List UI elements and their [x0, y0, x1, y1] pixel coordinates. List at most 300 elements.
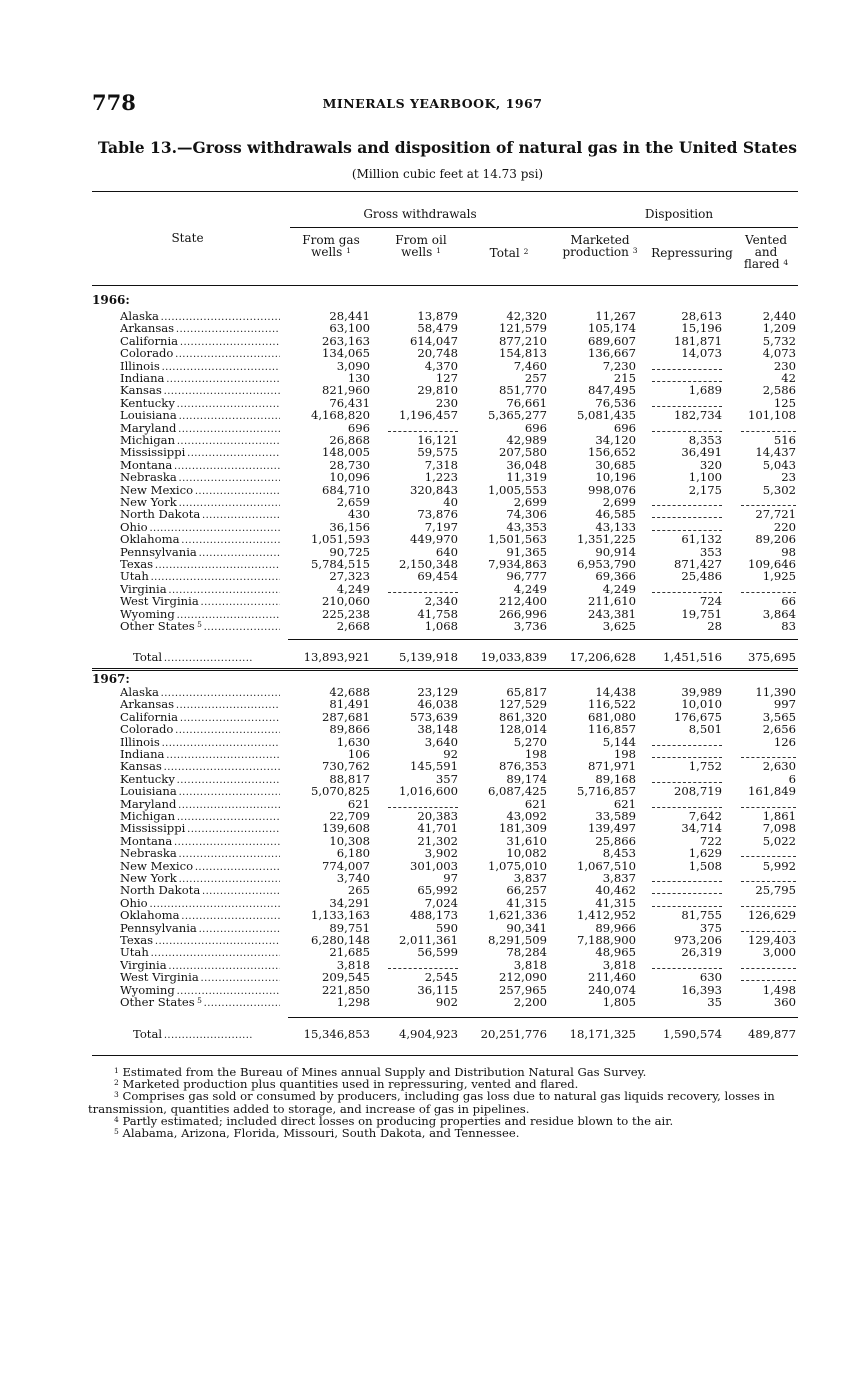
- state-name: Ohio . . .: [120, 897, 280, 911]
- empty-cell-leader: [741, 584, 796, 593]
- table-row: [0, 847, 865, 859]
- table-row: [0, 996, 865, 1008]
- cell-value: 7,460: [513, 358, 547, 373]
- cell-value: 181,309: [499, 821, 547, 836]
- table-title: Table 13.—Gross withdrawals and disposition of natural gas in the United States: [97, 138, 798, 157]
- state-name: Mississippi . . .: [120, 822, 280, 836]
- cell-value: 101,108: [748, 408, 796, 423]
- empty-cell-leader: [741, 848, 796, 857]
- cell-value: 1,298: [336, 995, 370, 1009]
- table-row: [0, 546, 865, 558]
- cell-value: 69,366: [595, 569, 636, 584]
- cell-value: 92: [443, 747, 458, 761]
- cell-value: 20,748: [417, 346, 458, 361]
- cell-value: 1,051,593: [310, 532, 370, 547]
- cell-value: 3,818: [602, 957, 636, 972]
- cell-value: 301,003: [410, 858, 458, 873]
- cell-value: 2,656: [762, 722, 796, 737]
- cell-value: 3,736: [513, 619, 547, 633]
- cell-value: 26,319: [681, 945, 722, 960]
- cell-value: 10,082: [506, 846, 547, 861]
- cell-value: [640, 397, 722, 409]
- table-row: [0, 748, 865, 760]
- cell-value: 43,092: [506, 809, 547, 823]
- cell-value: 1,133,163: [310, 908, 370, 923]
- cell-value: 1,067,510: [576, 858, 636, 873]
- empty-cell-leader: [652, 423, 722, 432]
- cell-value: 127,529: [499, 697, 547, 712]
- cell-value: 877,210: [499, 333, 547, 348]
- cell-value: 139,608: [322, 821, 370, 836]
- table-row: [0, 872, 865, 884]
- cell-value: 129,403: [748, 933, 796, 947]
- table-row: [0, 484, 865, 496]
- section-double-rule: [92, 668, 798, 671]
- cell-value: 1,629: [688, 846, 722, 861]
- year-label: 1967:: [92, 672, 130, 686]
- cell-value: 10,308: [329, 833, 370, 848]
- table-row: [0, 347, 865, 359]
- table-row: [0, 570, 865, 582]
- cell-value: 145,591: [410, 759, 458, 774]
- total-value: 5,139,918: [398, 650, 458, 664]
- cell-value: 730,762: [322, 759, 370, 774]
- state-name: Colorado . . .: [120, 723, 280, 737]
- state-name: Montana . . .: [120, 835, 280, 849]
- table-row: [0, 422, 865, 434]
- empty-cell-leader: [388, 799, 458, 808]
- cell-value: 266,996: [499, 606, 547, 621]
- state-name: Arkansas . . .: [120, 322, 280, 336]
- empty-cell-leader: [652, 774, 722, 783]
- cell-value: 684,710: [322, 482, 370, 497]
- cell-value: 1,621,336: [487, 908, 547, 923]
- empty-cell-leader: [652, 373, 722, 382]
- cell-value: 1,508: [688, 858, 722, 873]
- cell-value: 36,115: [417, 982, 458, 997]
- footnote-text: Comprises gas sold or consumed by producers, including gas loss due to natural gas liquids recovery, losses in transmission, quantities added to storage, and increase of gas in pipelines.: [88, 1089, 775, 1116]
- cell-value: 116,522: [588, 697, 636, 712]
- cell-value: 6,280,148: [310, 933, 370, 947]
- cell-value: 89,866: [329, 722, 370, 737]
- cell-value: 154,813: [499, 346, 547, 361]
- cell-value: 357: [435, 771, 458, 786]
- cell-value: 30,685: [595, 457, 636, 472]
- cell-value: 89,206: [755, 532, 796, 547]
- cell-value: 105,174: [588, 321, 636, 336]
- cell-value: 1,630: [336, 734, 370, 749]
- state-name: Illinois . . .: [120, 360, 280, 374]
- cell-value: [640, 773, 722, 785]
- cell-value: 2,699: [602, 495, 636, 509]
- state-name: Indiana . . .: [120, 372, 280, 386]
- empty-cell-leader: [741, 923, 796, 932]
- state-name: California . . .: [120, 335, 280, 349]
- cell-value: 61,132: [681, 532, 722, 547]
- cell-value: [378, 422, 458, 434]
- cell-value: 5,022: [762, 833, 796, 848]
- cell-value: 516: [773, 433, 796, 447]
- cell-value: 640: [435, 544, 458, 559]
- cell-value: 265: [347, 883, 370, 898]
- cell-value: 109,646: [748, 557, 796, 571]
- empty-cell-leader: [652, 873, 722, 882]
- table-row: [0, 508, 865, 520]
- cell-value: 221,850: [322, 982, 370, 997]
- cell-value: 198: [524, 747, 547, 761]
- cell-value: 211,610: [588, 594, 636, 609]
- cell-value: [728, 922, 796, 934]
- empty-cell-leader: [652, 584, 722, 593]
- cell-value: 8,501: [688, 722, 722, 737]
- cell-value: 66,257: [506, 883, 547, 898]
- cell-value: [640, 508, 722, 520]
- year-label: 1966:: [92, 293, 130, 307]
- empty-cell-leader: [652, 737, 722, 746]
- cell-value: 5,081,435: [576, 408, 636, 423]
- cell-value: 681,080: [588, 709, 636, 724]
- table-row: [0, 583, 865, 595]
- table-row: [0, 698, 865, 710]
- state-name: Nebraska . . .: [120, 471, 280, 485]
- cell-value: 23: [781, 470, 796, 485]
- cell-value: 89,966: [595, 920, 636, 935]
- cell-value: 34,714: [681, 821, 722, 836]
- cell-value: 176,675: [674, 709, 722, 724]
- state-name: Utah . . .: [120, 570, 280, 584]
- state-name: Kansas . . .: [120, 384, 280, 398]
- cell-value: 181,871: [674, 333, 722, 348]
- cell-value: [728, 422, 796, 434]
- cell-value: [728, 748, 796, 760]
- cell-value: 1,005,553: [487, 482, 547, 497]
- cell-value: 76,431: [329, 395, 370, 410]
- table-row: [0, 558, 865, 570]
- state-name: Michigan . . .: [120, 434, 280, 448]
- state-name: Michigan . . .: [120, 810, 280, 824]
- cell-value: [378, 583, 458, 595]
- cell-value: 8,453: [602, 846, 636, 861]
- cell-value: 90,725: [329, 544, 370, 559]
- cell-value: 156,652: [588, 445, 636, 460]
- cell-value: 42,989: [506, 433, 547, 447]
- table-row: [0, 959, 865, 971]
- cell-value: 81,755: [681, 908, 722, 923]
- total-label: Total . . .: [133, 1028, 279, 1042]
- cell-value: 81,491: [329, 697, 370, 712]
- cell-value: 90,341: [506, 920, 547, 935]
- state-name: Wyoming . . .: [120, 608, 280, 622]
- total-value: 13,893,921: [303, 650, 370, 664]
- cell-value: 211,460: [588, 970, 636, 985]
- cell-value: 2,011,361: [398, 933, 458, 947]
- state-name: Other States $^5$ . . .: [120, 620, 280, 634]
- state-name: Maryland . . .: [120, 798, 280, 812]
- cell-value: 3,818: [513, 957, 547, 972]
- cell-value: 1,068: [424, 619, 458, 633]
- cell-value: 902: [435, 995, 458, 1009]
- state-name: Mississippi . . .: [120, 446, 280, 460]
- cell-value: [640, 422, 722, 434]
- cell-value: 5,716,857: [576, 784, 636, 799]
- empty-cell-leader: [388, 960, 458, 969]
- cell-value: 127: [435, 371, 458, 385]
- cell-value: 25,795: [755, 883, 796, 898]
- total-value: 18,171,325: [569, 1027, 636, 1041]
- cell-value: 212,400: [499, 594, 547, 609]
- cell-value: [640, 360, 722, 372]
- cell-value: 41,758: [417, 606, 458, 621]
- state-name: New Mexico . . .: [120, 860, 280, 874]
- empty-cell-leader: [652, 799, 722, 808]
- table-row: [0, 310, 865, 322]
- empty-cell-leader: [388, 423, 458, 432]
- cell-value: 88,817: [329, 771, 370, 786]
- cell-value: 209,545: [322, 970, 370, 985]
- cell-value: 320,843: [410, 482, 458, 497]
- cell-value: 126: [773, 734, 796, 749]
- cell-value: 5,043: [762, 457, 796, 472]
- cell-value: 125: [773, 395, 796, 410]
- cell-value: 23,129: [417, 685, 458, 699]
- cell-value: 240,074: [588, 982, 636, 997]
- table-row: [0, 322, 865, 334]
- cell-value: 34,291: [329, 895, 370, 910]
- empty-cell-leader: [652, 509, 722, 518]
- cell-value: 1,016,600: [398, 784, 458, 799]
- cell-value: 126,629: [748, 908, 796, 923]
- table-row: [0, 521, 865, 533]
- table-row: [0, 884, 865, 896]
- cell-value: 3,625: [602, 619, 636, 633]
- cell-value: 621: [524, 796, 547, 811]
- empty-cell-leader: [652, 749, 722, 758]
- cell-value: 26,868: [329, 433, 370, 447]
- table-row: [0, 335, 865, 347]
- table-row: [0, 595, 865, 607]
- table-row: [0, 971, 865, 983]
- cell-value: 136,667: [588, 346, 636, 361]
- cell-value: 722: [699, 833, 722, 848]
- table-row: [0, 409, 865, 421]
- cell-value: 25,866: [595, 833, 636, 848]
- cell-value: 7,642: [688, 809, 722, 823]
- cell-value: 25,486: [681, 569, 722, 584]
- state-name: Alaska . . .: [120, 310, 280, 324]
- table-row: [0, 984, 865, 996]
- cell-value: 1,351,225: [576, 532, 636, 547]
- footnote-mark: 4: [114, 1114, 119, 1124]
- cell-value: 198: [613, 747, 636, 761]
- cell-value: 4,370: [424, 358, 458, 373]
- running-head: MINERALS YEARBOOK, 1967: [322, 96, 543, 111]
- cell-value: 42: [781, 371, 796, 385]
- cell-value: 7,318: [424, 457, 458, 472]
- cell-value: 6: [788, 771, 796, 786]
- cell-value: 73,876: [417, 507, 458, 522]
- cell-value: 21,302: [417, 833, 458, 848]
- cell-value: 90,914: [595, 544, 636, 559]
- cell-value: 11,319: [506, 470, 547, 485]
- state-name: Indiana . . .: [120, 748, 280, 762]
- cell-value: 2,545: [424, 970, 458, 985]
- cell-value: 774,007: [322, 858, 370, 873]
- table-row: [0, 459, 865, 471]
- group-underline: [290, 227, 798, 228]
- total-row: [0, 1028, 865, 1040]
- cell-value: 3,090: [336, 358, 370, 373]
- cell-value: 39,989: [681, 685, 722, 699]
- state-name: Colorado . . .: [120, 347, 280, 361]
- cell-value: 10,096: [329, 470, 370, 485]
- state-name: Oklahoma . . .: [120, 909, 280, 923]
- cell-value: 696: [524, 420, 547, 435]
- footnote: [88, 1090, 800, 1114]
- state-name: Pennsylvania . . .: [120, 546, 280, 560]
- cell-value: 876,353: [499, 759, 547, 774]
- cell-value: 973,206: [674, 933, 722, 947]
- empty-cell-leader: [652, 398, 722, 407]
- cell-value: 4,168,820: [310, 408, 370, 423]
- cell-value: 96,777: [506, 569, 547, 584]
- cell-value: [640, 583, 722, 595]
- cell-value: [728, 959, 796, 971]
- cell-value: 861,320: [499, 709, 547, 724]
- cell-value: 6,087,425: [487, 784, 547, 799]
- state-name: Virginia . . .: [120, 959, 280, 973]
- cell-value: 89,751: [329, 920, 370, 935]
- cell-value: 621: [613, 796, 636, 811]
- cell-value: 5,302: [762, 482, 796, 497]
- cell-value: 215: [613, 371, 636, 385]
- cell-value: 488,173: [410, 908, 458, 923]
- cell-value: 91,365: [506, 544, 547, 559]
- footnote-text: Estimated from the Bureau of Mines annual Supply and Distribution Natural Gas Survey.: [118, 1065, 647, 1079]
- empty-cell-leader: [741, 960, 796, 969]
- table-row: [0, 822, 865, 834]
- cell-value: 59,575: [417, 445, 458, 460]
- table-row: [0, 897, 865, 909]
- cell-value: 65,817: [506, 685, 547, 699]
- table-row: [0, 360, 865, 372]
- state-name: Alaska . . .: [120, 686, 280, 700]
- state-name: Wyoming . . .: [120, 984, 280, 998]
- cell-value: 614,047: [410, 333, 458, 348]
- state-name: North Dakota . . .: [120, 884, 280, 898]
- cell-value: 41,315: [595, 895, 636, 910]
- table-row: [0, 909, 865, 921]
- cell-value: 35: [707, 995, 722, 1009]
- empty-cell-leader: [652, 522, 722, 531]
- cell-value: 1,498: [762, 982, 796, 997]
- cell-value: 22,709: [329, 809, 370, 823]
- cell-value: [640, 748, 722, 760]
- cell-value: 8,291,509: [487, 933, 547, 947]
- table-row: [0, 608, 865, 620]
- cell-value: 28,613: [681, 309, 722, 323]
- cell-value: 106: [347, 747, 370, 761]
- footnote-text: Alabama, Arizona, Florida, Missouri, South Dakota, and Tennessee.: [118, 1126, 520, 1141]
- total-value: 1,590,574: [662, 1027, 722, 1041]
- cell-value: 3,864: [762, 606, 796, 621]
- cell-value: 97: [443, 871, 458, 885]
- cell-value: 3,000: [762, 945, 796, 960]
- state-name: California . . .: [120, 711, 280, 725]
- cell-value: 2,668: [336, 619, 370, 633]
- cell-value: [728, 872, 796, 884]
- cell-value: 27,323: [329, 569, 370, 584]
- cell-value: 821,960: [322, 383, 370, 398]
- cell-value: 41,701: [417, 821, 458, 836]
- state-name: Maryland . . .: [120, 422, 280, 436]
- empty-cell-leader: [652, 960, 722, 969]
- cell-value: 31,610: [506, 833, 547, 848]
- column-header-marketed-production: Marketed production $^3$: [562, 233, 638, 259]
- state-name: Virginia . . .: [120, 583, 280, 597]
- cell-value: 38,148: [417, 722, 458, 737]
- table-row: [0, 860, 865, 872]
- footnotes: [88, 1066, 800, 1139]
- cell-value: 220: [773, 519, 796, 534]
- cell-value: 65,992: [417, 883, 458, 898]
- cell-value: 696: [613, 420, 636, 435]
- cell-value: 5,732: [762, 333, 796, 348]
- state-name: Nebraska . . .: [120, 847, 280, 861]
- table-row: [0, 446, 865, 458]
- cell-value: [640, 736, 722, 748]
- empty-cell-leader: [741, 423, 796, 432]
- cell-value: 182,734: [674, 408, 722, 423]
- cell-value: 5,992: [762, 858, 796, 873]
- cell-value: 630: [699, 970, 722, 985]
- cell-value: 871,427: [674, 557, 722, 571]
- cell-value: 42,320: [506, 309, 547, 323]
- cell-value: [640, 496, 722, 508]
- cell-value: 724: [699, 594, 722, 609]
- cell-value: 1,689: [688, 383, 722, 398]
- cell-value: 3,837: [602, 871, 636, 885]
- cell-value: 27,721: [755, 507, 796, 522]
- cell-value: 871,971: [588, 759, 636, 774]
- total-value: 1,451,516: [662, 650, 722, 664]
- cell-value: 2,659: [336, 495, 370, 509]
- state-name: Other States $^5$ . . .: [120, 996, 280, 1010]
- cell-value: 43,133: [595, 519, 636, 534]
- cell-value: 28,441: [329, 309, 370, 323]
- cell-value: 7,934,863: [487, 557, 547, 571]
- cell-value: 29,810: [417, 383, 458, 398]
- cell-value: 121,579: [499, 321, 547, 336]
- table-row: [0, 434, 865, 446]
- empty-cell-leader: [652, 361, 722, 370]
- state-name: Kentucky . . .: [120, 773, 280, 787]
- cell-value: [640, 372, 722, 384]
- cell-value: 20,383: [417, 809, 458, 823]
- cell-value: 2,440: [762, 309, 796, 323]
- table-row: [0, 798, 865, 810]
- cell-value: 7,188,900: [576, 933, 636, 947]
- cell-value: 5,270: [513, 734, 547, 749]
- table-row: [0, 760, 865, 772]
- column-header-vented-and-flared: Vented and flared $^4$: [743, 233, 789, 271]
- column-header-from-oil-wells: From oil wells $^1$: [395, 233, 447, 259]
- footnote-mark: 5: [114, 1127, 119, 1137]
- cell-value: 257: [524, 371, 547, 385]
- state-name: New York . . .: [120, 872, 280, 886]
- header-bottom-rule: [92, 285, 798, 286]
- cell-value: [728, 583, 796, 595]
- cell-value: [640, 884, 722, 896]
